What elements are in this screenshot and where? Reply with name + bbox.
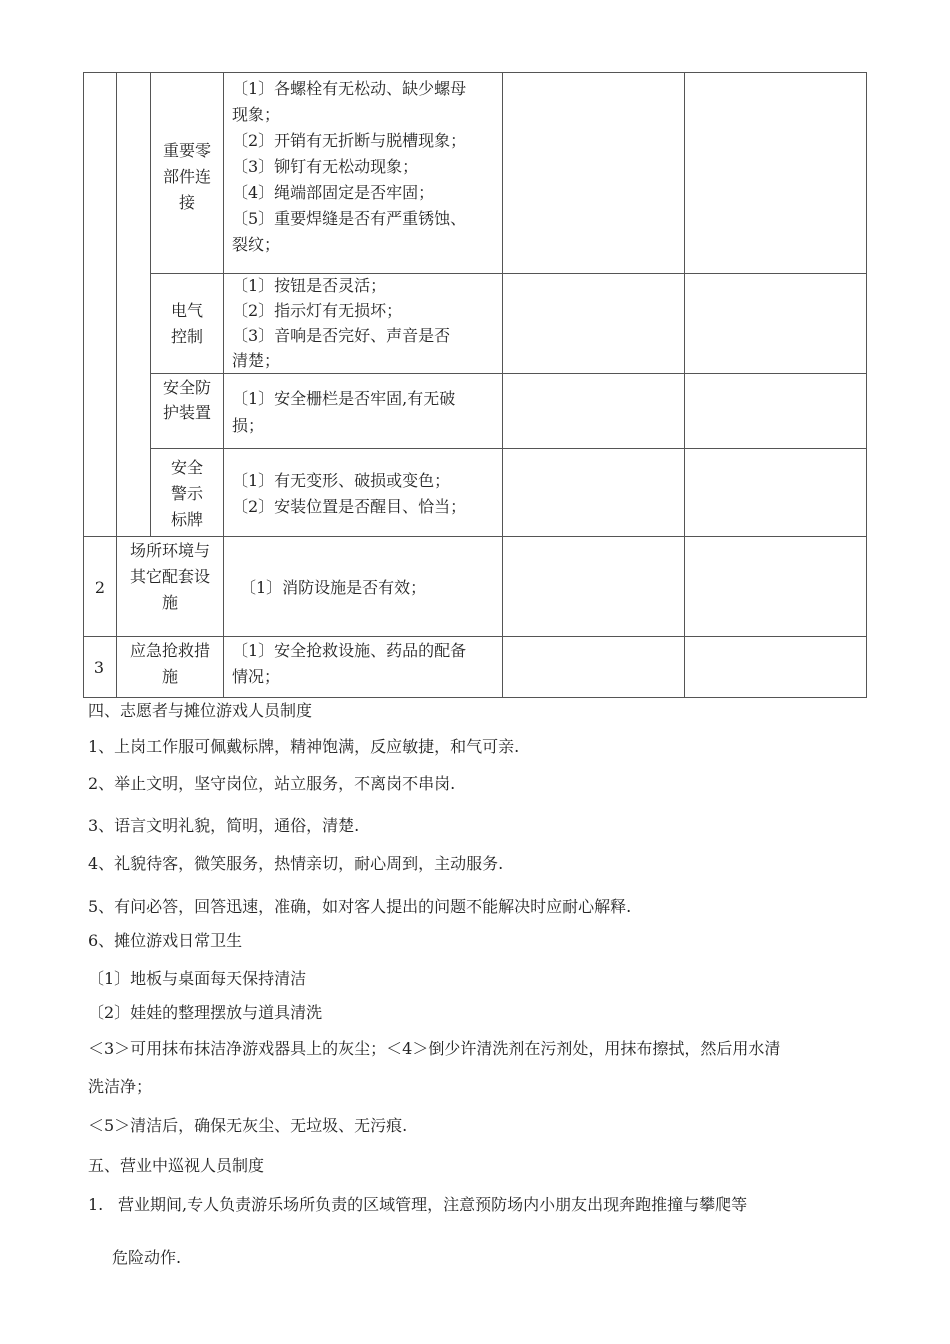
table-row-number: 2: [94, 578, 106, 597]
rule-item: 3、语言文明礼貌，简明，通俗，清楚.: [88, 816, 360, 835]
rule-item: 2、举止文明，坚守岗位，站立服务，不离岗不串岗.: [88, 774, 456, 793]
table-row-content: 〔1〕按钮是否灵活； 〔2〕指示灯有无损坏； 〔3〕音响是否完好、声音是否 清楚；: [232, 276, 451, 370]
rule-item-number: 1.: [88, 1195, 104, 1214]
table-border-right: [866, 72, 867, 698]
rule-item: 5、有问必答，回答迅速，准确，如对客人提出的问题不能解决时应耐心解释.: [88, 897, 632, 916]
table-border-bottom: [83, 697, 867, 698]
table-row-item: 重要零 部件连 接: [162, 141, 211, 212]
table-border-top: [83, 72, 867, 73]
rule-item: 营业期间,专人负责游乐场所负责的区域管理，注意预防场内小朋友出现奔跑推撞与攀爬等: [118, 1195, 748, 1214]
row-divider: [83, 636, 867, 637]
table-row-content: 〔1〕安全抢救设施、药品的配备 情况；: [232, 641, 467, 686]
table-border-left: [83, 72, 84, 698]
table-row-number: 3: [93, 658, 105, 677]
table-row-content: 〔1〕安全栅栏是否牢固,有无破 损；: [232, 389, 456, 435]
table-row-item: 应急抢救措 施: [129, 641, 210, 686]
table-row-content: 〔1〕各螺栓有无松动、缺少螺母 现象； 〔2〕开销有无折断与脱槽现象； 〔3〕铆钉有无松动现象； 〔4〕绳端部固定是否牢固； 〔5〕重要焊缝是否有严重锈蚀、 裂纹；: [232, 79, 467, 254]
table-row-content: 〔1〕消防设施是否有效；: [240, 578, 427, 597]
rule-subitem: 〔2〕娃娃的整理摆放与道具清洗: [88, 1003, 323, 1022]
rule-item: 1、上岗工作服可佩戴标牌，精神饱满，反应敏捷，和气可亲.: [88, 737, 520, 756]
rule-item: 6、摊位游戏日常卫生: [88, 931, 243, 950]
column-divider: [684, 72, 685, 698]
column-divider: [502, 72, 503, 698]
row-divider: [150, 448, 867, 449]
rule-subitem: ＜3＞可用抹布抹洁净游戏器具上的灰尘；＜4＞倒少许清洗剂在污剂处，用抹布擦拭，然后用水清: [88, 1039, 781, 1058]
table-row-item: 电气 控制: [170, 301, 203, 346]
table-row-content: 〔1〕有无变形、破损或变色； 〔2〕安装位置是否醒目、恰当；: [232, 471, 467, 516]
column-divider: [223, 72, 224, 698]
table-row-item: 安全防 护装置: [162, 378, 211, 422]
rule-item: 4、礼貌待客，微笑服务，热情亲切，耐心周到，主动服务.: [88, 854, 504, 873]
table-row-item: 安全 警示 标牌: [170, 458, 203, 529]
section-heading: 五、营业中巡视人员制度: [88, 1156, 265, 1175]
table-row-item: 场所环境与 其它配套设 施: [129, 541, 210, 612]
section-heading: 四、志愿者与摊位游戏人员制度: [88, 701, 313, 720]
rule-subitem: 〔1〕地板与桌面每天保持清洁: [88, 969, 307, 988]
rule-item-continuation: 危险动作.: [112, 1248, 182, 1267]
rule-subitem: ＜5＞清洁后，确保无灰尘、无垃圾、无污痕.: [88, 1116, 408, 1135]
row-divider: [83, 536, 867, 537]
rule-subitem: 洗洁净；: [88, 1077, 153, 1096]
row-divider: [150, 373, 867, 374]
